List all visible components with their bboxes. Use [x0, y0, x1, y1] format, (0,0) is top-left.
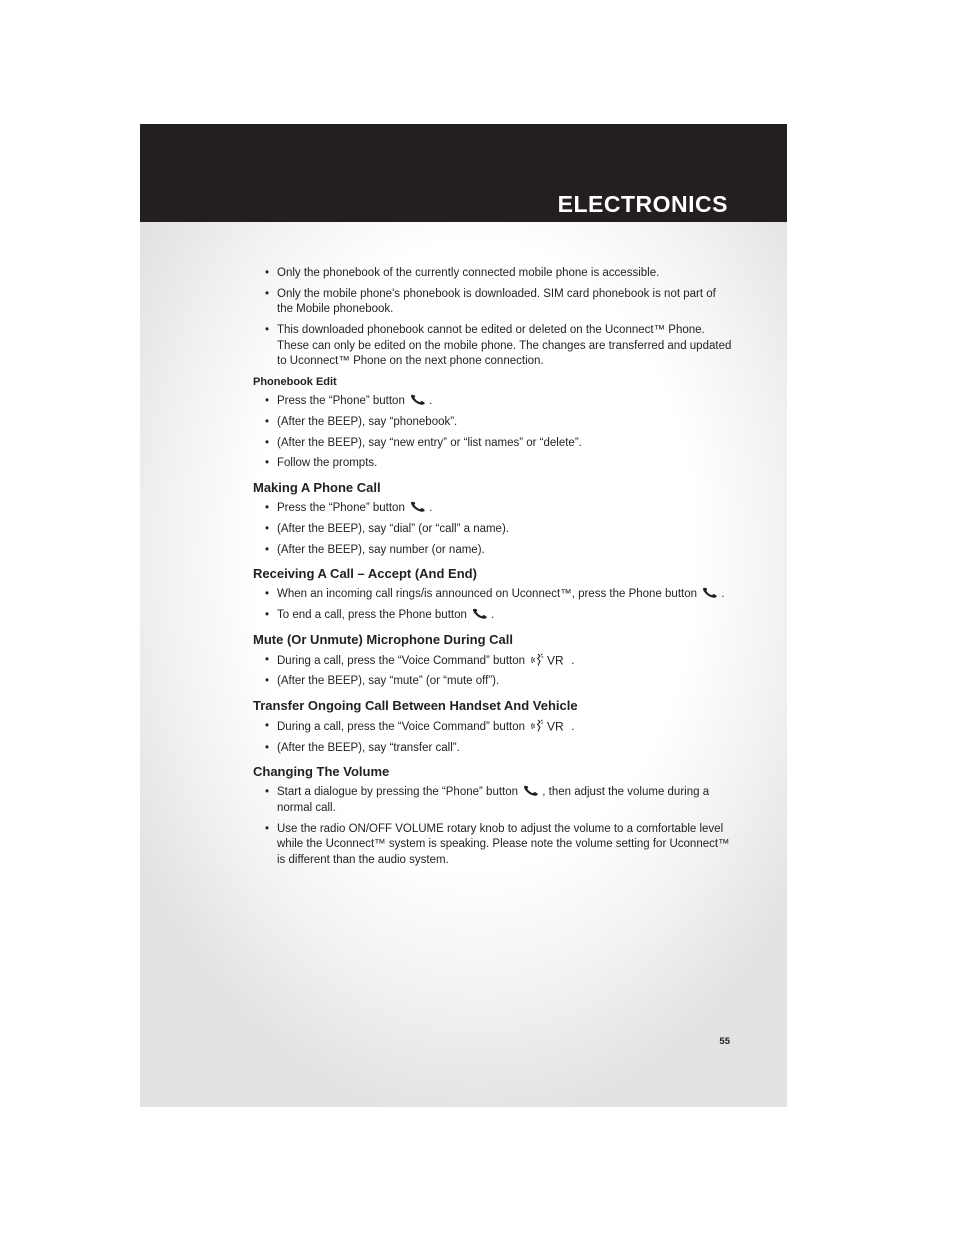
list-item: • Use the radio ON/OFF VOLUME rotary knob to adjust the volume to a comfortable level while the Uconnect™ system is speaking. Please note the volume setting for Uconnect™ is different than the audio system.	[253, 822, 733, 869]
receiving-call-heading: Receiving A Call – Accept (And End)	[253, 566, 477, 582]
making-call-heading: Making A Phone Call	[253, 480, 381, 496]
list-item: • Only the phonebook of the currently connected mobile phone is accessible.	[253, 266, 733, 282]
list-item: • Only the mobile phone's phonebook is downloaded. SIM card phonebook is not part of the Mobile phonebook.	[253, 287, 733, 318]
list-item: • (After the BEEP), say “transfer call”.	[253, 741, 733, 757]
mute-list	[253, 653, 733, 690]
list-item: • Start a dialogue by pressing the “Phone” button , then adjust the volume during a normal call.	[253, 785, 733, 816]
transfer-list	[253, 719, 733, 756]
list-item: • To end a call, press the Phone button .	[253, 608, 733, 624]
volume-heading: Changing The Volume	[253, 764, 390, 780]
list-item: • Press the “Phone” button .	[253, 501, 733, 517]
manual-page	[140, 124, 787, 1107]
list-item: • (After the BEEP), say “phonebook”.	[253, 415, 733, 431]
voice-command-icon	[530, 719, 570, 733]
list-item: • Follow the prompts.	[253, 456, 733, 472]
vr-label: VR	[547, 719, 564, 733]
section-title: ELECTRONICS	[557, 191, 728, 217]
page-content	[253, 266, 733, 874]
making-call-list	[253, 501, 733, 558]
page-number: 55	[719, 1036, 730, 1047]
vr-label: VR	[547, 653, 564, 667]
phone-icon	[410, 501, 428, 512]
list-item: • (After the BEEP), say “dial” (or “call” a name).	[253, 522, 733, 538]
volume-list	[253, 785, 733, 868]
voice-command-icon	[530, 653, 570, 667]
mute-heading: Mute (Or Unmute) Microphone During Call	[253, 631, 513, 647]
list-item: • When an incoming call rings/is announced on Uconnect™, press the Phone button .	[253, 587, 733, 603]
transfer-heading: Transfer Ongoing Call Between Handset And Vehicle	[253, 697, 578, 713]
list-item: • This downloaded phonebook cannot be edited or deleted on the Uconnect™ Phone. These can only be edited on the mobile phone. The changes are transferred and updated to Uconnect™ Phone on the next phone connection.	[253, 323, 733, 370]
list-item: • Press the “Phone” button .	[253, 394, 733, 410]
list-item: • During a call, press the “Voice Command” button VR .	[253, 653, 733, 670]
receiving-call-list	[253, 587, 733, 623]
section-header-bar	[140, 124, 787, 222]
intro-bullet-list	[253, 266, 733, 370]
phone-icon	[410, 394, 428, 405]
list-item: • (After the BEEP), say “new entry” or “list names” or “delete”.	[253, 436, 733, 452]
phone-icon	[523, 785, 541, 796]
list-item: • During a call, press the “Voice Command” button VR .	[253, 719, 733, 736]
phone-icon	[702, 587, 720, 598]
phone-icon	[472, 608, 490, 619]
phonebook-edit-heading: Phonebook Edit	[253, 376, 337, 389]
phonebook-edit-list	[253, 394, 733, 472]
list-item: • (After the BEEP), say number (or name).	[253, 543, 733, 559]
list-item: • (After the BEEP), say “mute” (or “mute off”).	[253, 674, 733, 690]
